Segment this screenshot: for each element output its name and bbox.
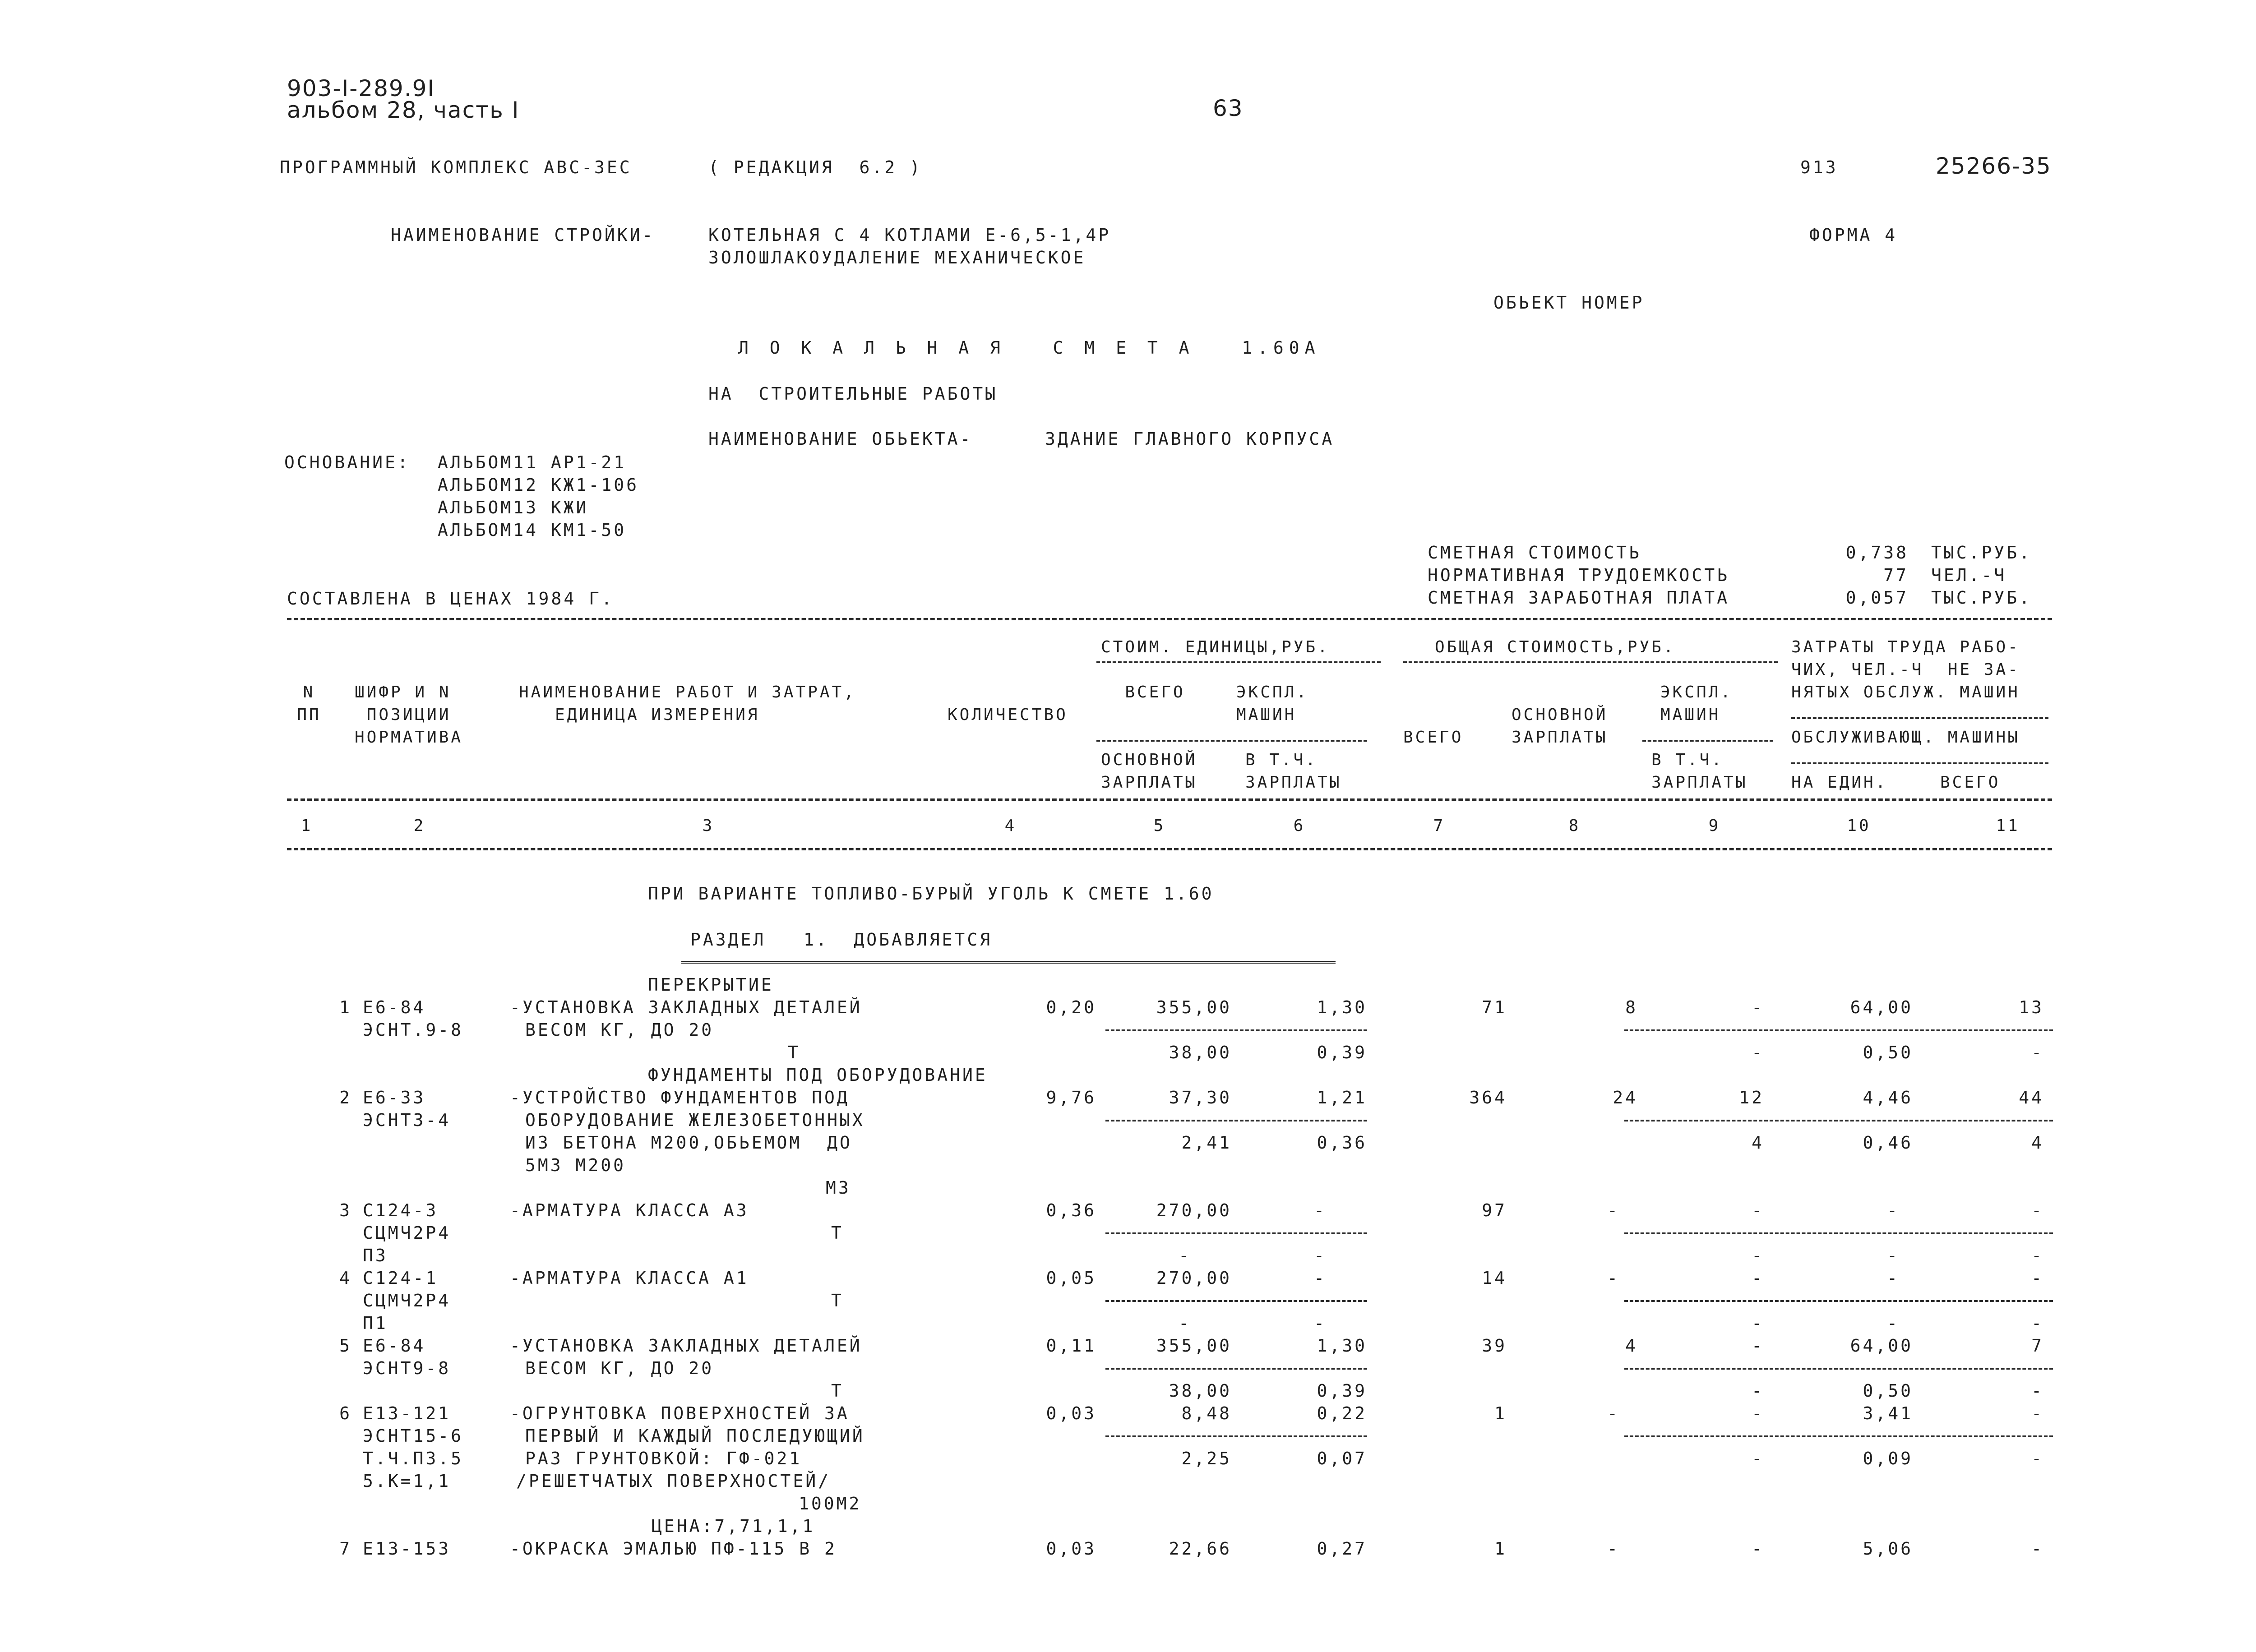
- row-c11b: -: [2031, 1313, 2044, 1333]
- row-c10b: -: [1887, 1246, 1900, 1265]
- object-name: ЗДАНИЕ ГЛАВНОГО КОРПУСА: [1045, 429, 1335, 449]
- row-c6b: -: [1314, 1246, 1327, 1265]
- summary-value: 0,057: [1845, 588, 1909, 608]
- col-number-header: N ПП: [297, 683, 321, 724]
- row-c6: 0,27: [1317, 1539, 1367, 1559]
- summary-label: СМЕТНАЯ СТОИМОСТЬ: [1428, 543, 1641, 563]
- unit-mach-header: ЭКСПЛ. МАШИН: [1236, 683, 1309, 724]
- row-c9b: -: [1752, 1381, 1764, 1401]
- row-c5: 270,00: [1156, 1268, 1232, 1288]
- row-c8: -: [1607, 1539, 1620, 1559]
- row-c10: 64,00: [1850, 997, 1913, 1017]
- row-c5b: 2,25: [1181, 1449, 1232, 1468]
- col-index: 3: [702, 817, 715, 835]
- row-c9b: -: [1752, 1043, 1764, 1062]
- row-c5: 355,00: [1156, 1336, 1232, 1356]
- row-c11: -: [2031, 1403, 2044, 1423]
- basis-item: АЛЬБОМ11 АР1-21: [438, 452, 627, 472]
- row-number: 3: [339, 1200, 352, 1220]
- unit-cost-header: СТОИМ. ЕДИНИЦЫ,РУБ.: [1101, 638, 1330, 656]
- row-c10b: 0,50: [1863, 1381, 1913, 1401]
- row-c5: 355,00: [1156, 997, 1232, 1017]
- stroika-line1: КОТЕЛЬНАЯ С 4 КОТЛАМИ Е-6,5-1,4Р: [708, 225, 1111, 245]
- row-unit: М3: [826, 1178, 851, 1198]
- row-code: ЭСНТ15-6: [363, 1426, 464, 1446]
- document-subtitle: НА СТРОИТЕЛЬНЫЕ РАБОТЫ: [708, 384, 998, 404]
- col-index: 9: [1708, 817, 1721, 835]
- row-code: ЭСНТ3-4: [363, 1110, 451, 1130]
- row-c9: -: [1752, 1539, 1764, 1559]
- row-c9: -: [1752, 997, 1764, 1017]
- col-index: 6: [1293, 817, 1306, 835]
- row-c6b: 0,07: [1317, 1449, 1367, 1468]
- header-rule: [1096, 740, 1367, 742]
- row-c9b: 4: [1752, 1133, 1764, 1153]
- row-name: /РЕШЕТЧАТЫХ ПОВЕРХНОСТЕЙ/: [516, 1471, 831, 1491]
- row-c10b: 0,46: [1863, 1133, 1913, 1153]
- document-number: 25266-35: [1936, 153, 2052, 179]
- row-name: -АРМАТУРА КЛАССА А1: [510, 1268, 749, 1288]
- row-c10: -: [1887, 1268, 1900, 1288]
- row-c10b: 0,09: [1863, 1449, 1913, 1468]
- summary-unit: ТЫС.РУБ.: [1931, 543, 2032, 563]
- row-c5b: 38,00: [1169, 1381, 1232, 1401]
- row-number: 4: [339, 1268, 352, 1288]
- row-c9: -: [1752, 1403, 1764, 1423]
- row-c9: -: [1752, 1200, 1764, 1220]
- row-unit: Т: [831, 1291, 844, 1311]
- row-c9b: -: [1752, 1246, 1764, 1265]
- row-name: -УСТАНОВКА ЗАКЛАДНЫХ ДЕТАЛЕЙ: [510, 997, 862, 1017]
- row-c9: 12: [1739, 1088, 1764, 1107]
- section-title: РАЗДЕЛ 1. ДОБАВЛЯЕТСЯ: [690, 930, 993, 950]
- row-c5: 37,30: [1169, 1088, 1232, 1107]
- row-name: -ОГРУНТОВКА ПОВЕРХНОСТЕЙ ЗА: [510, 1403, 850, 1423]
- page-number: 63: [1213, 95, 1244, 121]
- row-c11: -: [2031, 1268, 2044, 1288]
- row-unit: Т: [831, 1381, 844, 1401]
- row-c11b: -: [2031, 1246, 2044, 1265]
- row-c11: 44: [2019, 1088, 2044, 1107]
- row-c11b: -: [2031, 1043, 2044, 1062]
- summary-label: НОРМАТИВНАЯ ТРУДОЕМКОСТЬ: [1428, 565, 1730, 585]
- header-rule: [1791, 717, 2048, 719]
- col-index: 5: [1153, 817, 1166, 835]
- row-code: Е13-121: [363, 1403, 451, 1423]
- row-code: П1: [363, 1313, 388, 1333]
- row-number: 7: [339, 1539, 352, 1559]
- total-incl-header: В Т.Ч. ЗАРПЛАТЫ: [1651, 751, 1748, 792]
- row-name: ИЗ БЕТОНА М200,ОБЬЕМОМ ДО: [525, 1133, 852, 1153]
- col-index: 8: [1568, 817, 1581, 835]
- row-rule: [1624, 1120, 2053, 1121]
- row-code: ЭСНТ.9-8: [363, 1020, 464, 1040]
- row-code: С124-3: [363, 1200, 439, 1220]
- row-c5b: -: [1179, 1246, 1191, 1265]
- basis-item: АЛЬБОМ14 КМ1-50: [438, 520, 627, 540]
- row-c5: 270,00: [1156, 1200, 1232, 1220]
- row-c11: -: [2031, 1539, 2044, 1559]
- col-name-header: НАИМЕНОВАНИЕ РАБОТ И ЗАТРАТ, ЕДИНИЦА ИЗМЕРЕНИЯ: [519, 683, 856, 724]
- row-c9: -: [1752, 1268, 1764, 1288]
- row-number: 2: [339, 1088, 352, 1107]
- row-qty: 0,11: [1046, 1336, 1096, 1356]
- row-number: 5: [339, 1336, 352, 1356]
- col-index: 1: [300, 817, 313, 835]
- row-code: Е6-84: [363, 1336, 426, 1356]
- row-c10b: -: [1887, 1313, 1900, 1333]
- document-title: Л О К А Л Ь Н А Я С М Е Т А 1.60А: [738, 338, 1321, 358]
- row-code: Т.Ч.П3.5: [363, 1449, 464, 1468]
- header-rule: [1642, 740, 1773, 742]
- basis-item: АЛЬБОМ13 КЖИ: [438, 498, 589, 517]
- total-all-header: ВСЕГО: [1403, 728, 1464, 747]
- row-rule: [1624, 1232, 2053, 1234]
- row-c7: 71: [1482, 997, 1507, 1017]
- stroika-line2: ЗОЛОШЛАКОУДАЛЕНИЕ МЕХАНИЧЕСКОЕ: [708, 248, 1086, 268]
- header-rule: [1403, 661, 1778, 663]
- col-index: 10: [1847, 817, 1871, 835]
- row-code: С124-1: [363, 1268, 439, 1288]
- row-c9b: -: [1752, 1313, 1764, 1333]
- col-index: 4: [1004, 817, 1017, 835]
- row-name: ПЕРВЫЙ И КАЖДЫЙ ПОСЛЕДУЮЩИЙ: [525, 1426, 865, 1446]
- unit-total-header: ВСЕГО: [1125, 683, 1185, 701]
- row-rule: [1624, 1435, 2053, 1437]
- row-name: ОБОРУДОВАНИЕ ЖЕЛЕЗОБЕТОННЫХ: [525, 1110, 865, 1130]
- row-number: 6: [339, 1403, 352, 1423]
- row-c7: 1: [1494, 1403, 1507, 1423]
- row-code: Е13-153: [363, 1539, 451, 1559]
- total-cost-header: ОБЩАЯ СТОИМОСТЬ,РУБ.: [1435, 638, 1676, 656]
- row-code: Е6-84: [363, 997, 426, 1017]
- row-c7: 97: [1482, 1200, 1507, 1220]
- row-c6b: 0,39: [1317, 1043, 1367, 1062]
- margin-album: альбом 28, часть I: [287, 97, 520, 123]
- program-edition: ( РЕДАКЦИЯ 6.2 ): [708, 157, 922, 177]
- labor-serv-header: ОБСЛУЖИВАЮЩ. МАШИНЫ: [1791, 728, 2020, 747]
- row-code: 5.К=1,1: [363, 1471, 451, 1491]
- basis-label: ОСНОВАНИЕ:: [284, 452, 410, 472]
- row-c9: -: [1752, 1336, 1764, 1356]
- col-index: 11: [1996, 817, 2020, 835]
- row-code: СЦМЧ2Р4: [363, 1291, 451, 1311]
- row-name: -УСТРОЙСТВО ФУНДАМЕНТОВ ПОД: [510, 1088, 850, 1107]
- header-rule: [1791, 762, 2048, 764]
- row-c8: -: [1607, 1200, 1620, 1220]
- row-c6: -: [1314, 1268, 1327, 1288]
- row-c5: 8,48: [1181, 1403, 1232, 1423]
- variant-title: ПРИ ВАРИАНТЕ ТОПЛИВО-БУРЫЙ УГОЛЬ К СМЕТЕ 1.60: [648, 884, 1214, 904]
- divider: [287, 848, 2052, 850]
- row-c6b: 0,36: [1317, 1133, 1367, 1153]
- row-c10: 5,06: [1863, 1539, 1913, 1559]
- total-mach-header: ЭКСПЛ. МАШИН: [1660, 683, 1733, 724]
- row-c11b: -: [2031, 1449, 2044, 1468]
- row-c6b: -: [1314, 1313, 1327, 1333]
- row-rule: [1105, 1368, 1367, 1370]
- row-c5b: 2,41: [1181, 1133, 1232, 1153]
- section-underline: [681, 961, 1336, 964]
- row-name: -АРМАТУРА КЛАССА А3: [510, 1200, 749, 1220]
- unit-base-header: ОСНОВНОЙ ЗАРПЛАТЫ: [1101, 751, 1197, 792]
- header-rule: [1096, 661, 1381, 663]
- forma-label: ФОРМА 4: [1809, 225, 1898, 245]
- row-name: -УСТАНОВКА ЗАКЛАДНЫХ ДЕТАЛЕЙ: [510, 1336, 862, 1356]
- row-qty: 9,76: [1046, 1088, 1096, 1107]
- summary-label: СМЕТНАЯ ЗАРАБОТНАЯ ПЛАТА: [1428, 588, 1730, 608]
- margin-doc-code: 903-I-289.9I: [287, 75, 435, 102]
- program-name: ПРОГРАММНЫЙ КОМПЛЕКС АВС-3ЕС: [280, 157, 632, 177]
- group-title: ПЕРЕКРЫТИЕ: [648, 975, 774, 995]
- row-c5b: 38,00: [1169, 1043, 1232, 1062]
- labor-total-header: ВСЕГО: [1940, 773, 2001, 792]
- summary-value: 77: [1883, 565, 1909, 585]
- row-c11: 13: [2019, 997, 2044, 1017]
- row-name: ВЕСОМ КГ, ДО 20: [525, 1358, 714, 1378]
- col-qty-header: КОЛИЧЕСТВО: [948, 706, 1068, 724]
- divider: [287, 618, 2052, 620]
- row-unit: Т: [788, 1043, 800, 1062]
- summary-unit: ТЫС.РУБ.: [1931, 588, 2032, 608]
- row-rule: [1105, 1232, 1367, 1234]
- row-c9b: -: [1752, 1449, 1764, 1468]
- row-c8: -: [1607, 1403, 1620, 1423]
- row-code: П3: [363, 1246, 388, 1265]
- row-rule: [1105, 1029, 1367, 1031]
- row-c11: 7: [2031, 1336, 2044, 1356]
- row-c6: 1,30: [1317, 1336, 1367, 1356]
- row-c7: 14: [1482, 1268, 1507, 1288]
- row-c6b: 0,39: [1317, 1381, 1367, 1401]
- row-rule: [1624, 1368, 2053, 1370]
- row-rule: [1624, 1029, 2053, 1031]
- row-number: 1: [339, 997, 352, 1017]
- row-c6: -: [1314, 1200, 1327, 1220]
- row-name: -ОКРАСКА ЭМАЛЬЮ ПФ-115 В 2: [510, 1539, 837, 1559]
- row-price-note: ЦЕНА:7,71,1,1: [652, 1516, 815, 1536]
- row-c6: 1,30: [1317, 997, 1367, 1017]
- row-c7: 364: [1469, 1088, 1507, 1107]
- row-c11b: -: [2031, 1381, 2044, 1401]
- row-c11b: 4: [2031, 1133, 2044, 1153]
- row-c10b: 0,50: [1863, 1043, 1913, 1062]
- row-qty: 0,20: [1046, 997, 1096, 1017]
- row-qty: 0,03: [1046, 1539, 1096, 1559]
- row-c5b: -: [1179, 1313, 1191, 1333]
- row-rule: [1105, 1300, 1367, 1302]
- row-c11: -: [2031, 1200, 2044, 1220]
- row-code: Е6-33: [363, 1088, 426, 1107]
- row-code: СЦМЧ2Р4: [363, 1223, 451, 1243]
- object-label: НАИМЕНОВАНИЕ ОБЬЕКТА-: [708, 429, 973, 449]
- row-c8: 8: [1625, 997, 1638, 1017]
- group-title: ФУНДАМЕНТЫ ПОД ОБОРУДОВАНИЕ: [648, 1065, 988, 1085]
- row-qty: 0,05: [1046, 1268, 1096, 1288]
- row-name: ВЕСОМ КГ, ДО 20: [525, 1020, 714, 1040]
- row-name: 5М3 М200: [525, 1155, 626, 1175]
- object-number: ОБЬЕКТ НОМЕР: [1493, 293, 1645, 313]
- row-c8: 4: [1625, 1336, 1638, 1356]
- row-c8: -: [1607, 1268, 1620, 1288]
- col-index: 2: [413, 817, 426, 835]
- row-c10: 3,41: [1863, 1403, 1913, 1423]
- total-base-header: ОСНОВНОЙ ЗАРПЛАТЫ: [1512, 706, 1608, 747]
- row-rule: [1105, 1120, 1367, 1121]
- row-c5: 22,66: [1169, 1539, 1232, 1559]
- col-index: 7: [1433, 817, 1446, 835]
- summary-unit: ЧЕЛ.-Ч: [1931, 565, 2007, 585]
- col-code-header: ШИФР И N ПОЗИЦИИ НОРМАТИВА: [355, 683, 463, 747]
- basis-item: АЛЬБОМ12 КЖ1-106: [438, 475, 639, 495]
- stroika-label: НАИМЕНОВАНИЕ СТРОЙКИ-: [391, 225, 655, 245]
- row-unit: Т: [831, 1223, 844, 1243]
- unit-incl-header: В Т.Ч. ЗАРПЛАТЫ: [1245, 751, 1342, 792]
- row-c10: 4,46: [1863, 1088, 1913, 1107]
- row-c6: 1,21: [1317, 1088, 1367, 1107]
- row-c7: 39: [1482, 1336, 1507, 1356]
- row-c6: 0,22: [1317, 1403, 1367, 1423]
- row-c7: 1: [1494, 1539, 1507, 1559]
- labor-header: ЗАТРАТЫ ТРУДА РАБО- ЧИХ, ЧЕЛ.-Ч НЕ ЗА- НЯТЫХ ОБСЛУЖ. МАШИН: [1791, 638, 2020, 701]
- row-name: РАЗ ГРУНТОВКОЙ: ГФ-021: [525, 1449, 802, 1468]
- row-rule: [1624, 1300, 2053, 1302]
- row-c8: 24: [1613, 1088, 1638, 1107]
- row-unit: 100М2: [799, 1494, 862, 1514]
- row-c10: -: [1887, 1200, 1900, 1220]
- header-code: 913: [1800, 157, 1838, 177]
- labor-unit-header: НА ЕДИН.: [1791, 773, 1888, 792]
- row-qty: 0,03: [1046, 1403, 1096, 1423]
- divider: [287, 798, 2052, 801]
- row-c10: 64,00: [1850, 1336, 1913, 1356]
- prices-year: СОСТАВЛЕНА В ЦЕНАХ 1984 Г.: [287, 589, 614, 609]
- row-code: ЭСНТ9-8: [363, 1358, 451, 1378]
- summary-value: 0,738: [1845, 543, 1909, 563]
- row-qty: 0,36: [1046, 1200, 1096, 1220]
- row-rule: [1105, 1435, 1367, 1437]
